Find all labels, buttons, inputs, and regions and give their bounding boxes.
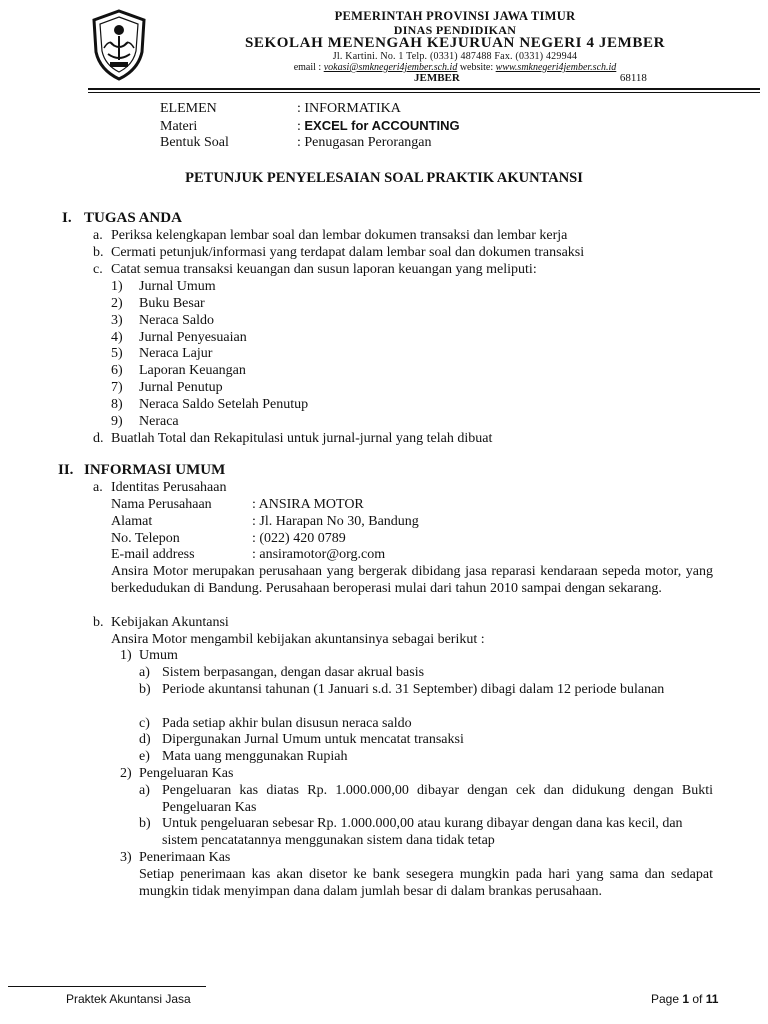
list-marker: a.: [93, 228, 103, 243]
policy-item: Pengeluaran kas diatas Rp. 1.000.000,00 dibayar dengan cek dan didukung dengan Bukti Pengeluaran Kas: [162, 783, 713, 815]
identity-row-address: [111, 513, 419, 530]
policy-item: Dipergunakan Jurnal Umum untuk mencatat transaksi: [162, 732, 464, 747]
page-indicator: [651, 992, 718, 1006]
report-number: 3): [111, 313, 123, 328]
policy-number: 3): [120, 850, 132, 865]
report-item: Neraca: [139, 414, 179, 429]
report-number: 6): [111, 363, 123, 378]
document-title: PETUNJUK PENYELESAIAN SOAL PRAKTIK AKUNTANSI: [185, 170, 583, 186]
list-marker: d.: [93, 431, 104, 446]
page-total: 11: [705, 992, 719, 1006]
section-2-number: II.: [58, 462, 74, 478]
header-divider-thin: [88, 92, 760, 93]
provincial-emblem-logo: [88, 8, 150, 82]
policy-intro: Ansira Motor mengambil kebijakan akuntansinya sebagai berikut :: [111, 632, 485, 647]
list-marker: b.: [93, 615, 104, 630]
meta-label: Materi: [160, 119, 198, 134]
policy-item: Periode akuntansi tahunan (1 Januari s.d. 31 September) dibagi dalam 12 periode bulanan: [162, 682, 665, 697]
policy-number: 1): [120, 648, 132, 663]
company-description: Ansira Motor merupakan perusahaan yang bergerak dibidang jasa reparasi kendaraan sepeda motor, yang berkedudukan di Bandung. Perusahaan beroperasi mulai dari tahun 2010 sampai dengan sekarang.: [111, 564, 713, 596]
meta-value: : INFORMATIKA: [297, 101, 401, 116]
report-number: 2): [111, 296, 123, 311]
meta-value: : Penugasan Perorangan: [297, 135, 432, 150]
identity-row-name: [111, 496, 364, 513]
list-item: Catat semua transaksi keuangan dan susun laporan keuangan yang meliputi:: [111, 262, 537, 277]
policy-number: 2): [120, 766, 132, 781]
identity-value: : ANSIRA MOTOR: [252, 497, 364, 512]
policy-marker: c): [139, 716, 150, 731]
report-item: Neraca Saldo Setelah Penutup: [139, 397, 309, 412]
policy-item: Mata uang menggunakan Rupiah: [162, 749, 348, 764]
report-number: 9): [111, 414, 123, 429]
report-number: 8): [111, 397, 123, 412]
website-link[interactable]: www.smknegeri4jember.sch.id: [495, 62, 617, 73]
header-zip: 68118: [619, 72, 647, 84]
report-item: Laporan Keuangan: [139, 363, 246, 378]
report-number: 1): [111, 279, 123, 294]
website-label: website:: [457, 62, 496, 73]
section-1-heading: TUGAS ANDA: [84, 210, 182, 226]
report-item: Neraca Saldo: [139, 313, 215, 328]
report-number: 4): [111, 330, 123, 345]
policy-item: Untuk pengeluaran sebesar Rp. 1.000.000,00 atau kurang dibayar dengan dana kas kecil, dan sistem pencatatannya menggunakan sistem dana tidak tetap: [162, 816, 683, 848]
email-link[interactable]: vokasi@smknegeri4jember.sch.id: [323, 62, 458, 73]
footer-title: Praktek Akuntansi Jasa: [66, 992, 191, 1006]
identity-label: No. Telepon: [111, 531, 180, 546]
subsection-title-policy: Kebijakan Akuntansi: [111, 615, 229, 630]
identity-value: : ansiramotor@org.com: [252, 547, 386, 562]
policy-item: Sistem berpasangan, dengan dasar akrual basis: [162, 665, 425, 680]
meta-value-prefix: :: [297, 119, 305, 134]
meta-label: ELEMEN: [160, 101, 217, 116]
subsection-title-identity: Identitas Perusahaan: [111, 480, 227, 495]
header-department-line: DINAS PENDIDIKAN: [393, 23, 517, 37]
meta-row-materi: [160, 117, 460, 135]
policy-item: Pada setiap akhir bulan disusun neraca saldo: [162, 716, 412, 731]
header-address-line: Jl. Kartini. No. 1 Telp. (0331) 487488 Fax. (0331) 429944: [332, 51, 578, 62]
report-item: Jurnal Penutup: [139, 380, 223, 395]
policy-marker: b): [139, 682, 151, 697]
header-divider-thick: [88, 88, 760, 90]
report-item: Neraca Lajur: [139, 346, 213, 361]
identity-label: E-mail address: [111, 547, 195, 562]
policy-marker: b): [139, 816, 151, 831]
list-item: Cermati petunjuk/informasi yang terdapat dalam lembar soal dan dokumen transaksi: [111, 245, 585, 260]
footer-rule: [8, 986, 206, 987]
list-marker: a.: [93, 480, 103, 495]
policy-marker: a): [139, 665, 150, 680]
report-item: Buku Besar: [139, 296, 205, 311]
meta-label: Bentuk Soal: [160, 135, 229, 150]
policy-heading-umum: Umum: [139, 648, 178, 663]
identity-label: Nama Perusahaan: [111, 497, 212, 512]
report-item: Jurnal Penyesuaian: [139, 330, 247, 345]
list-item: Periksa kelengkapan lembar soal dan lembar dokumen transaksi dan lembar kerja: [111, 228, 568, 243]
identity-value: : Jl. Harapan No 30, Bandung: [252, 514, 419, 529]
page-prefix: Page: [651, 992, 683, 1006]
policy-paragraph: Setiap penerimaan kas akan disetor ke bank sesegera mungkin pada hari yang sama dan sedapat mungkin tidak menyimpan dana dalam jumlah besar di dalam brankas perusahaan.: [139, 867, 713, 899]
page-current: 1: [682, 992, 690, 1006]
section-2-heading: INFORMASI UMUM: [84, 462, 226, 478]
email-label: email :: [293, 62, 324, 73]
identity-value: : (022) 420 0789: [252, 531, 346, 546]
header-city-line: [236, 73, 756, 84]
report-number: 7): [111, 380, 123, 395]
policy-heading-penerimaan: Penerimaan Kas: [139, 850, 231, 865]
report-number: 5): [111, 346, 123, 361]
meta-row-bentuk-soal: [160, 134, 432, 151]
policy-marker: a): [139, 783, 150, 798]
list-marker: c.: [93, 262, 103, 277]
list-marker: b.: [93, 245, 104, 260]
policy-marker: e): [139, 749, 150, 764]
policy-marker: d): [139, 732, 151, 747]
header-school-name: SEKOLAH MENENGAH KEJURUAN NEGERI 4 JEMBER: [244, 35, 666, 51]
report-item: Jurnal Umum: [139, 279, 216, 294]
list-item: Buatlah Total dan Rekapitulasi untuk jurnal-jurnal yang telah dibuat: [111, 431, 493, 446]
policy-heading-pengeluaran: Pengeluaran Kas: [139, 766, 234, 781]
header-government-line: PEMERINTAH PROVINSI JAWA TIMUR: [334, 9, 576, 23]
header-city: JEMBER: [414, 72, 460, 84]
page-of: of: [689, 992, 706, 1006]
identity-label: Alamat: [111, 514, 153, 529]
meta-value: EXCEL for ACCOUNTING: [304, 118, 460, 133]
identity-row-phone: [111, 530, 346, 547]
identity-row-email: [111, 546, 385, 563]
meta-row-elemen: [160, 100, 401, 117]
section-1-number: I.: [62, 210, 72, 226]
